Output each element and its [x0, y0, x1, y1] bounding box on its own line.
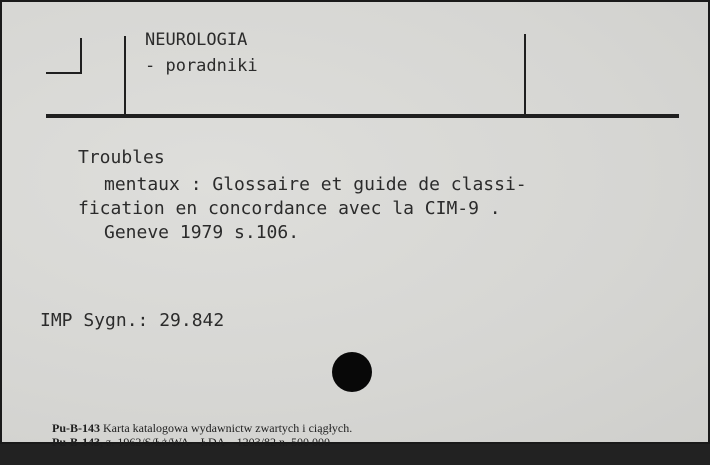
- corner-mark-horizontal: [46, 72, 82, 74]
- subject-subheading: - poradniki: [145, 56, 258, 76]
- call-number: IMP Sygn.: 29.842: [40, 310, 225, 331]
- entry-title-line-3: fication en concordance avec la CIM-9 .: [78, 198, 501, 219]
- punch-hole: [332, 352, 372, 392]
- entry-title-line-2: mentaux : Glossaire et guide de classi-: [104, 174, 527, 195]
- footer-code-2: Pu-B-143,: [52, 435, 103, 449]
- footer-code-1: Pu-B-143: [52, 421, 100, 435]
- header-right-rule: [524, 34, 526, 114]
- header-bottom-rule: [46, 114, 679, 118]
- footer-line-2: [40, 420, 330, 465]
- entry-imprint: Geneve 1979 s.106.: [104, 222, 300, 243]
- header-left-rule: [124, 36, 126, 114]
- footer-text-2: z. 1962/S/Łż/WA – ŁDA – 1203/82 n. 500 000: [106, 435, 330, 449]
- subject-heading: NEUROLOGIA: [145, 30, 248, 50]
- corner-mark-vertical: [80, 38, 82, 74]
- entry-title-line-1: Troubles: [78, 147, 165, 168]
- footer-text-1: Karta katalogowa wydawnictw zwartych i ciągłych.: [103, 421, 353, 435]
